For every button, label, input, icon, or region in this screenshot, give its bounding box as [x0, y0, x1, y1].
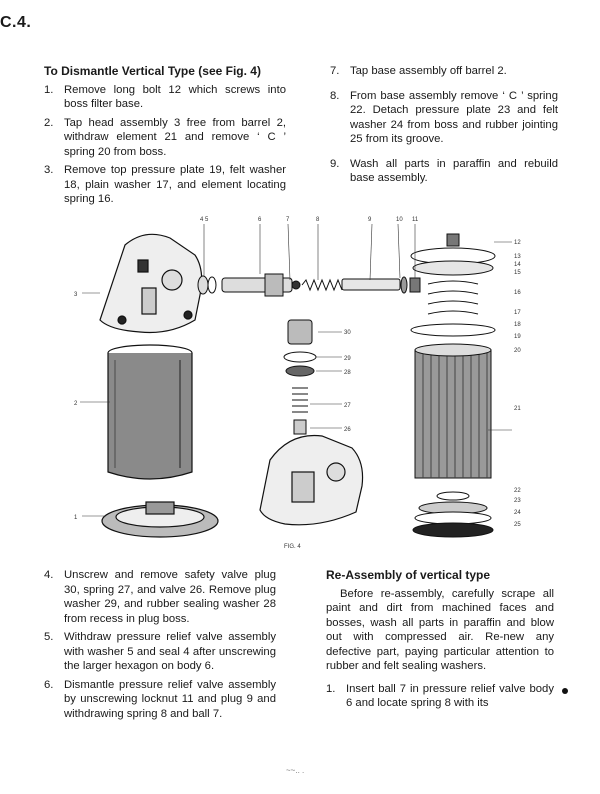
dismantle-steps-left [44, 83, 286, 207]
step-number: 3. [44, 164, 54, 176]
part-number-label: 2 [74, 401, 78, 407]
part-number-label: 30 [344, 330, 351, 336]
part-number-label: 26 [344, 427, 351, 433]
step-number: 7. [330, 65, 340, 77]
step-number: 1. [44, 83, 54, 96]
step-item [44, 568, 276, 626]
dismantle-steps-bottom [44, 568, 276, 721]
part-number-label: 10 [396, 217, 403, 223]
part-number-label: 19 [514, 334, 521, 340]
part-number-label: 18 [514, 322, 521, 328]
part-number-label: 1 [74, 515, 78, 521]
exploded-diagram [60, 210, 540, 560]
part-number-label: 12 [514, 240, 521, 246]
step-number: 1. [326, 682, 336, 695]
step-number: 6. [44, 678, 54, 691]
step-text: Tap head assembly 3 free from barrel 2, withdraw element 21 and remove ‘ C ’ spring 20 from boss. [64, 116, 286, 158]
part-number-label: 7 [286, 217, 290, 223]
part-number-label: 16 [514, 290, 521, 296]
part-number-label: 9 [368, 217, 372, 223]
step-text: Tap base assembly off barrel 2. [350, 65, 507, 77]
step-text: Dismantle pressure relief valve assembly by unscrewing locknut 11 and plug 9 and withdrawing spring 8 and ball 7. [64, 678, 276, 720]
footer-smudge: ~~.. . [286, 766, 305, 775]
part-number-label: 14 [514, 262, 521, 268]
base-assembly-part [260, 436, 363, 525]
step-text: Remove top pressure plate 19, felt washer 18, plain washer 17, and element locating spring 16. [64, 164, 286, 205]
step-text: Wash all parts in paraffin and rebuild base assembly. [350, 157, 558, 184]
step-number: 4. [44, 569, 54, 581]
page-identifier: C.4. [0, 14, 32, 31]
step-number: 8. [330, 89, 340, 102]
step-text: Insert ball 7 in pressure relief valve body 6 and locate spring 8 with its [346, 682, 554, 709]
reassembly-column [326, 568, 554, 715]
base-plate-part [102, 502, 218, 537]
margin-mark [562, 688, 568, 694]
reassembly-heading: Re-Assembly of vertical type [326, 568, 491, 582]
dismantle-column-bottom [44, 568, 276, 725]
part-number-label: 15 [514, 270, 521, 276]
filter-element-part [415, 344, 491, 478]
dismantle-steps-right [330, 64, 558, 186]
exploded-diagram-figure [60, 210, 540, 560]
step-text: From base assembly remove ‘ C ’ spring 22. Detach pressure plate 23 and felt washer 24 from boss and rubber jointing 25 from its groove. [350, 89, 558, 145]
part-number-label: 6 [258, 217, 262, 223]
part-number-label: 22 [514, 488, 521, 494]
reassembly-intro: Before re-assembly, carefully scrape all paint and dirt from machined faces and bosses, wash all parts in paraffin and blow out with compressed air. Re-new any defective part, paying particular attention to rubber and felt sealing washers. [326, 587, 554, 672]
part-number-label: 20 [514, 348, 521, 354]
dismantle-heading: To Dismantle Vertical Type (see Fig. 4) [44, 64, 261, 78]
part-number-label: 4 5 [200, 217, 209, 223]
step-item [326, 682, 554, 711]
step-item [44, 116, 286, 160]
step-item [44, 163, 286, 207]
step-item [330, 64, 558, 79]
part-number-label: 25 [514, 522, 521, 528]
barrel-part [108, 345, 192, 479]
safety-valve-parts [284, 320, 316, 434]
filter-top-parts [411, 234, 495, 336]
part-number-label: 27 [344, 403, 351, 409]
figure-caption: FIG. 4 [284, 544, 301, 550]
head-assembly-part [100, 234, 202, 332]
step-item [44, 678, 276, 722]
step-number: 2. [44, 116, 54, 129]
filter-bottom-parts [413, 492, 493, 537]
step-item [330, 89, 558, 147]
step-text: Withdraw pressure relief valve assembly with washer 5 and seal 4 after unscrewing the larger hexagon on body 6. [64, 631, 276, 672]
dismantle-column-right [330, 64, 558, 196]
dismantle-column-left [44, 64, 286, 211]
part-number-label: 29 [344, 356, 351, 362]
part-number-label: 21 [514, 406, 521, 412]
step-number: 5. [44, 631, 54, 643]
step-item [44, 630, 276, 674]
step-text: Unscrew and remove safety valve plug 30, spring 27, and valve 26. Remove plug washer 29, and rubber sealing washer 28 from recess in plug boss. [64, 569, 276, 625]
step-item [44, 83, 286, 112]
part-number-label: 28 [344, 370, 351, 376]
part-number-label: 23 [514, 498, 521, 504]
step-number: 9. [330, 157, 340, 170]
part-number-label: 24 [514, 510, 521, 516]
reassembly-steps [326, 682, 554, 711]
step-item [330, 157, 558, 186]
part-number-label: 8 [316, 217, 320, 223]
part-number-label: 3 [74, 292, 78, 298]
part-number-label: 17 [514, 310, 521, 316]
part-number-label: 11 [412, 217, 419, 223]
part-number-label: 13 [514, 254, 521, 260]
relief-valve-parts [198, 274, 420, 296]
step-text: Remove long bolt 12 which screws into boss filter base. [64, 83, 286, 110]
